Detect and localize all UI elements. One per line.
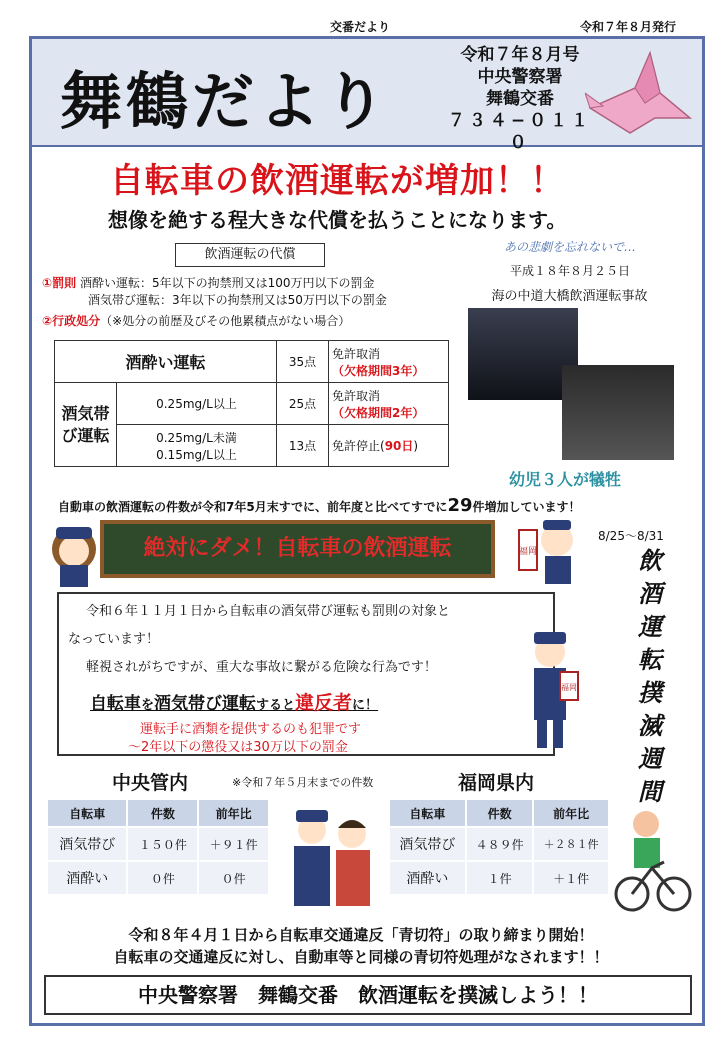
penalty-label: 飲酒運転の代償 [175, 243, 325, 267]
notice-line-3: 軽視されがちですが、重大な事故に繋がる危険な行為です！ [86, 660, 437, 675]
row-count: １件 [466, 861, 534, 895]
points-table [54, 340, 449, 467]
points-penalty [329, 425, 449, 467]
points-penalty [329, 383, 449, 425]
admin-note: （※処分の前歴及びその他累積点がない場合） [100, 314, 351, 328]
masthead-title: 舞鶴だより [60, 65, 391, 138]
col-header: 件数 [127, 799, 198, 827]
police-officer-sign-illustration [515, 512, 585, 590]
victims-caption: 幼児３人が犠牲 [508, 470, 621, 489]
row-diff: ＋９１件 [198, 827, 269, 861]
points-row-label: 酒酔い運転 [55, 341, 277, 383]
pref-stats-table [388, 798, 610, 896]
penalty-period: （欠格期間2年） [332, 405, 425, 420]
alcohol-level [117, 425, 277, 467]
col-header: 自転車 [389, 799, 466, 827]
row-label: 酒酔い [47, 861, 127, 895]
points-penalty [329, 341, 449, 383]
row-label: 酒酔い [389, 861, 466, 895]
koban-name: 舞鶴交番 [486, 89, 554, 109]
provider-crime-line: 運転手に酒類を提供するのも犯罪です [140, 722, 362, 737]
emph-drinking: 酒気帯び運転 [154, 694, 257, 714]
provider-penalty-line: ～2年以下の懲役又は30万以下の罰金 [128, 740, 348, 755]
notice-line-1: 令和６年１１月１日から自転車の酒気帯び運転も罰則の対象と [86, 604, 451, 619]
blue-ticket-line-2: 自転車の交通違反に対し、自動車等と同様の青切符処理がなされます！！ [113, 948, 609, 966]
paper-crane-illustration [585, 48, 695, 140]
accident-date: 平成１８年８月２５日 [509, 264, 630, 278]
warning-banner: 絶対にダメ！自転車の飲酒運転 [100, 520, 495, 578]
violation-emphasis [90, 688, 378, 715]
alcohol-level-upper: 0.25mg/L未満 [156, 430, 237, 445]
central-stats-title: 中央管内 [112, 772, 189, 794]
alcohol-level-lower: 0.15mg/L以上 [156, 447, 237, 462]
issue-date: 令和７年８月発行 [580, 20, 677, 34]
week-dates: 8/25～8/31 [598, 529, 664, 543]
issuer-info [440, 44, 600, 154]
emph-end: に！ [352, 698, 379, 713]
points-value: 13点 [277, 425, 329, 467]
row-label: 酒気帯び [47, 827, 127, 861]
increase-notice [58, 495, 688, 516]
stats-note: ※令和７年５月末までの件数 [232, 776, 374, 789]
emph-particle-2: すると [256, 698, 296, 713]
row-count: ０件 [127, 861, 198, 895]
col-header: 自転車 [47, 799, 127, 827]
admin-label: ②行政処分 [42, 314, 101, 328]
paren-close: ) [413, 439, 419, 453]
col-header: 前年比 [198, 799, 269, 827]
emph-violator: 違反者 [295, 692, 353, 714]
phone-number: ７３４−０１１０ [447, 111, 593, 153]
points-value: 35点 [277, 341, 329, 383]
emph-particle: を [141, 698, 155, 713]
row-diff: ＋１件 [533, 861, 609, 895]
penalty-type: 免許停止( [332, 439, 385, 453]
penalty-type: 免許取消 [332, 346, 381, 361]
blue-ticket-notice [56, 924, 666, 968]
police-officer-female-illustration [42, 515, 106, 587]
main-headline: 自転車の飲酒運転が増加！！ [110, 161, 565, 201]
row-label: 酒気帯び [389, 827, 466, 861]
criminal-line-1: 酒酔い運転：5年以下の拘禁刑又は100万円以下の罰金 [80, 276, 375, 290]
alcohol-level: 0.25mg/L以上 [117, 383, 277, 425]
emph-bicycle: 自転車 [90, 694, 141, 714]
sub-headline: 想像を絶する程大きな代償を払うことになります。 [108, 208, 567, 232]
central-stats-table [46, 798, 270, 896]
penalty-type: 免許取消 [332, 388, 381, 403]
col-header: 前年比 [533, 799, 609, 827]
points-value: 25点 [277, 383, 329, 425]
issue-number: 令和７年８月号 [460, 45, 580, 65]
row-diff: ＋２８１件 [533, 827, 609, 861]
col-header: 件数 [466, 799, 534, 827]
footer-slogan: 中央警察署 舞鶴交番 飲酒運転を撲滅しよう！！ [44, 975, 692, 1015]
suspension-days: 90日 [384, 439, 414, 453]
criminal-label: ①罰則 [42, 276, 77, 290]
week-title: 飲酒運転撲滅週間 [638, 547, 662, 806]
arrest-illustration [282, 800, 382, 908]
criminal-line-2: 酒気帯び運転：3年以下の拘禁刑又は50万円以下の罰金 [88, 293, 387, 307]
row-count: ４８９件 [466, 827, 534, 861]
increase-text: 自動車の飲酒運転の件数が令和7年5月末すでに、前年度と比べてすでに [58, 500, 448, 514]
station-name: 中央警察署 [477, 67, 563, 87]
notice-line-2: なっています！ [68, 632, 160, 647]
blue-ticket-line-1: 令和８年４月１日から自転車交通違反「青切符」の取り締まり開始！ [128, 926, 594, 944]
sign-text: 福岡 [518, 547, 538, 557]
accident-title: 海の中道大橋飲酒運転事故 [491, 289, 648, 304]
increase-text-end: 件増加しています！ [472, 500, 581, 514]
drunk-cyclist-illustration [612, 806, 700, 914]
wreck-photo [562, 365, 674, 460]
row-diff: ０件 [198, 861, 269, 895]
row-count: １５０件 [127, 827, 198, 861]
criminal-penalty [42, 275, 462, 330]
points-group-label: 酒気帯び運転 [55, 383, 117, 467]
pref-stats-title: 福岡県内 [458, 772, 535, 794]
accident-intro: あの悲劇を忘れないで… [503, 240, 636, 254]
newsletter-type: 交番だより [330, 20, 391, 34]
police-officer-illustration [522, 626, 580, 752]
sign-text-2: 福岡 [561, 683, 577, 692]
penalty-period: （欠格期間3年） [332, 363, 425, 378]
increase-count: 29 [447, 495, 473, 516]
